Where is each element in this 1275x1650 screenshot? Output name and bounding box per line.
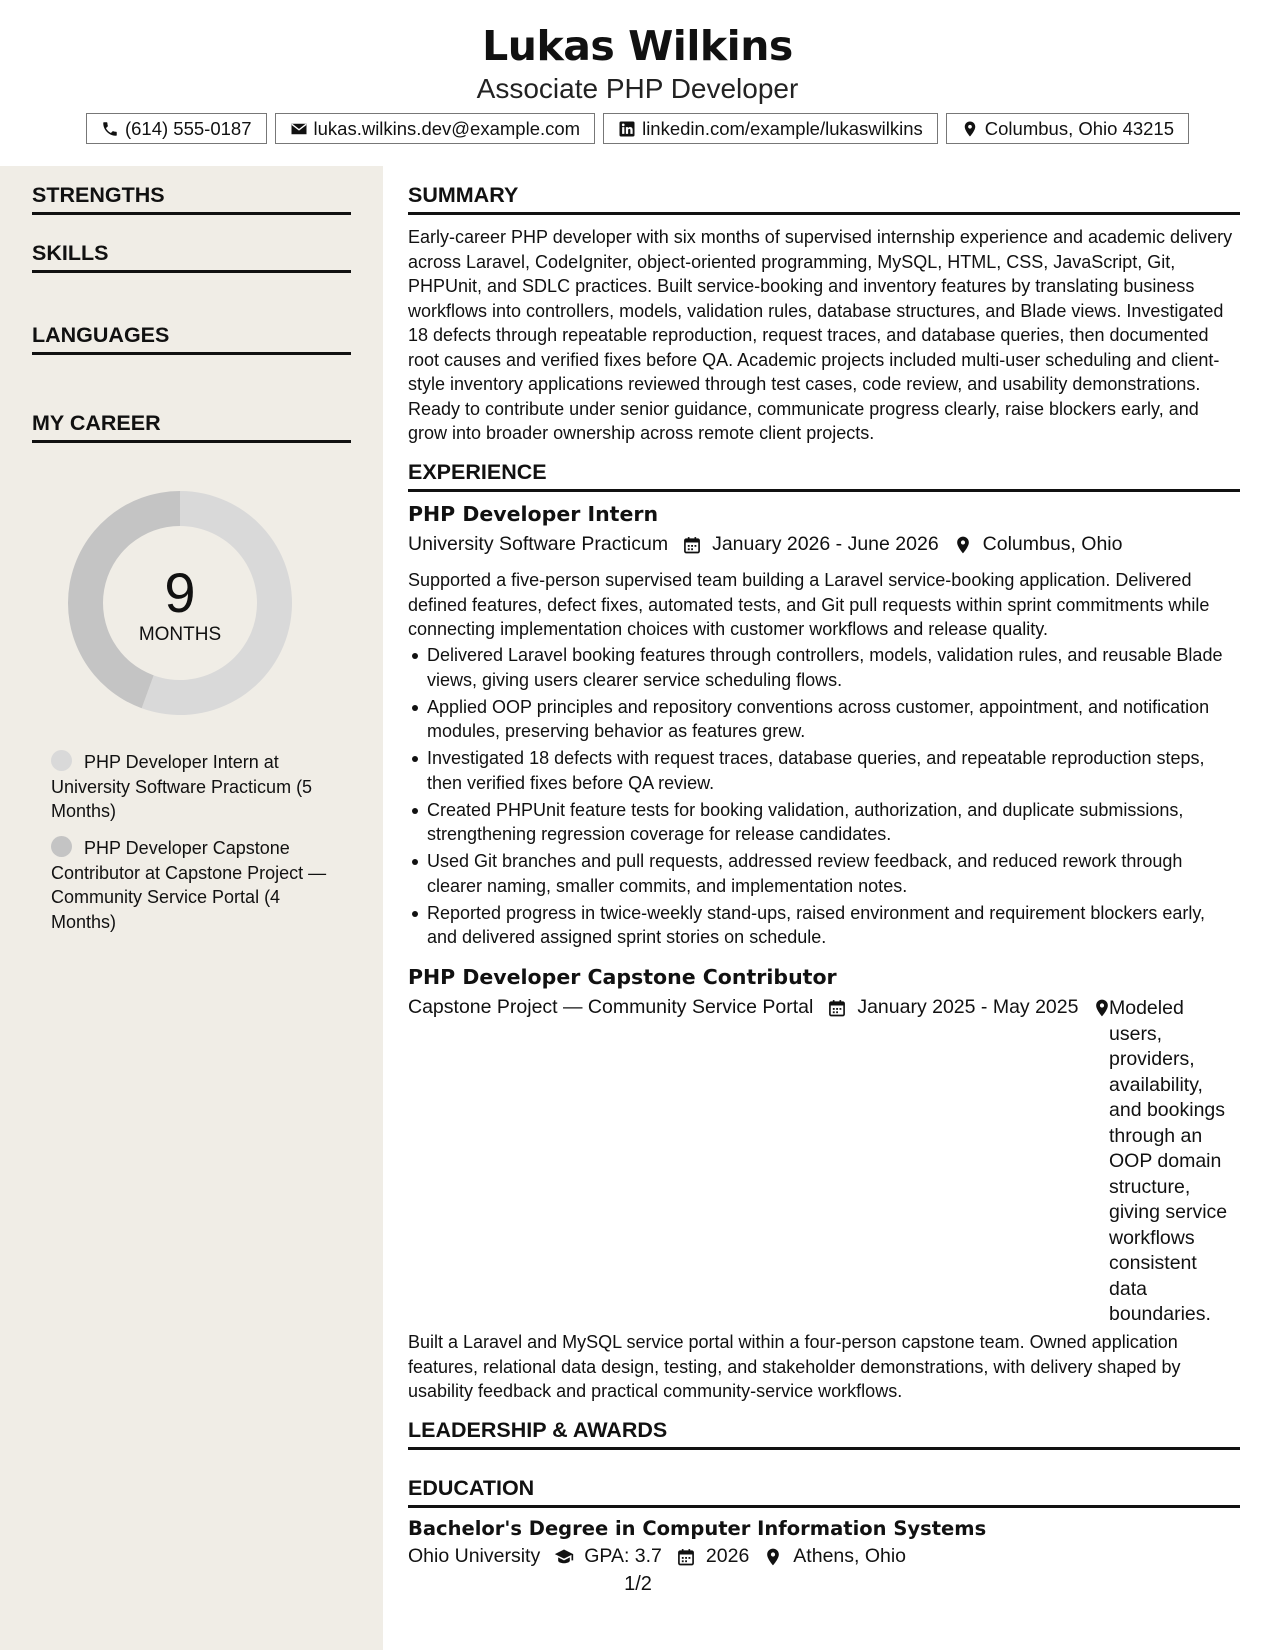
career-item	[51, 750, 341, 824]
career-item-text: PHP Developer Intern at University Software Practicum (5 Months)	[51, 752, 313, 821]
languages-heading: LANGUAGES	[32, 323, 351, 355]
job-org: University Software Practicum	[408, 533, 669, 555]
contact-email-text: lukas.wilkins.dev@example.com	[313, 117, 581, 139]
resume-header	[0, 0, 1275, 166]
map-pin-icon	[763, 1547, 783, 1567]
job-meta	[408, 996, 1122, 1019]
contact-location	[946, 113, 1189, 144]
calendar-icon	[682, 535, 702, 555]
contact-linkedin[interactable]	[603, 113, 938, 144]
degree-title: Bachelor's Degree in Computer Information Systems	[408, 1517, 987, 1540]
career-heading: MY CAREER	[32, 411, 351, 443]
job-dates: January 2025 - May 2025	[857, 996, 1079, 1018]
candidate-role: Associate PHP Developer	[476, 73, 799, 104]
skills-heading: SKILLS	[32, 241, 351, 273]
contact-location-text: Columbus, Ohio 43215	[984, 117, 1175, 139]
career-item-dot	[51, 836, 72, 857]
candidate-name: Lukas Wilkins	[482, 22, 793, 70]
gpa: GPA: 3.7	[584, 1545, 662, 1567]
career-item	[51, 836, 341, 934]
phone-icon	[101, 120, 119, 138]
contact-bar	[0, 113, 1275, 144]
job-title: PHP Developer Capstone Contributor	[408, 965, 837, 989]
job-title: PHP Developer Intern	[408, 502, 659, 526]
contact-linkedin-text: linkedin.com/example/lukaswilkins	[642, 117, 923, 139]
linkedin-icon	[618, 120, 636, 138]
job-bullet: Reported progress in twice-weekly stand-ups, raised environment and requirement blockers early, and delivered assigned sprint stories on schedule.	[427, 901, 1240, 950]
strengths-heading: STRENGTHS	[32, 183, 351, 215]
job-bullet: Used Git branches and pull requests, addressed review feedback, and reduced rework through clearer naming, smaller commits, and implementation notes.	[427, 849, 1240, 898]
graduation-year: 2026	[705, 1545, 750, 1567]
job-bullet: Applied OOP principles and repository conventions across customer, appointment, and notification modules, preserving behavior as features grew.	[427, 695, 1240, 744]
career-item-dot	[51, 750, 72, 771]
job-meta	[408, 533, 1123, 556]
contact-phone-text: (614) 555-0187	[124, 117, 252, 139]
donut-value: 9	[164, 561, 196, 624]
job-bullet: Created PHPUnit feature tests for booking validation, authorization, and duplicate submissions, strengthening regression coverage for release candidates.	[427, 798, 1240, 847]
job-description: Built a Laravel and MySQL service portal within a four-person capstone team. Owned application features, relational data design, testing, and stakeholder demonstrations, with delivery shaped by usability feedback and practical community-service workflows.	[408, 1332, 1181, 1401]
job-bullet: Delivered Laravel booking features through controllers, models, validation rules, and reusable Blade views, giving users clearer service scheduling flows.	[427, 643, 1240, 692]
job-description: Supported a five-person supervised team building a Laravel service-booking application. Delivered defined features, defect fixes, automated tests, and Git pull requests within sprint commitments while connecting implementation choices with customer workflows and release quality.	[408, 570, 1210, 639]
career-item-text: PHP Developer Capstone Contributor at Capstone Project — Community Service Portal (4 Months)	[51, 838, 327, 932]
job-bullets	[427, 643, 1240, 952]
education-heading: EDUCATION	[408, 1476, 1240, 1508]
graduation-cap-icon	[554, 1547, 574, 1567]
job-org: Capstone Project — Community Service Portal	[408, 996, 814, 1018]
education-meta	[408, 1545, 906, 1568]
map-pin-icon	[953, 535, 973, 555]
job-bullet: Investigated 18 defects with request traces, database queries, and repeatable reproduction steps, then verified fixes before QA review.	[427, 746, 1240, 795]
contact-phone[interactable]	[86, 113, 267, 144]
envelope-icon	[290, 120, 308, 138]
job-location: Columbus, Ohio	[982, 533, 1123, 555]
summary-heading: SUMMARY	[408, 183, 1240, 215]
leadership-heading: LEADERSHIP & AWARDS	[408, 1418, 1240, 1450]
map-pin-icon	[961, 120, 979, 138]
job-dates: January 2026 - June 2026	[712, 533, 939, 555]
donut-unit: MONTHS	[138, 624, 222, 645]
calendar-icon	[676, 1547, 696, 1567]
school-name: Ohio University	[408, 1545, 541, 1567]
summary-text: Early-career PHP developer with six months of supervised internship experience and academic delivery across Laravel, CodeIgniter, object-oriented programming, MySQL, HTML, CSS, JavaScript, Git, PHPUnit, and SDLC practices. Built service-booking and inventory features by translating business workflows into controllers, models, validation rules, database structures, and Blade views. Investigated 18 defects through repeatable reproduction, request traces, and database queries, then documented root causes and verified fixes before QA. Academic projects included multi-user scheduling and client-style inventory applications reviewed through test cases, code review, and usability demonstrations. Ready to contribute under senior guidance, communicate progress clearly, raise blockers early, and grow into broader ownership across remote client projects.	[408, 227, 1233, 443]
page-number: 1/2	[624, 1573, 652, 1595]
contact-email[interactable]	[275, 113, 596, 144]
experience-heading: EXPERIENCE	[408, 460, 1240, 492]
job-location: Modeled users, providers, availability, and bookings through an OOP domain structure, giving service workflows consistent data boundaries.	[1109, 997, 1228, 1325]
school-location: Athens, Ohio	[793, 1545, 907, 1567]
calendar-icon	[827, 998, 847, 1018]
